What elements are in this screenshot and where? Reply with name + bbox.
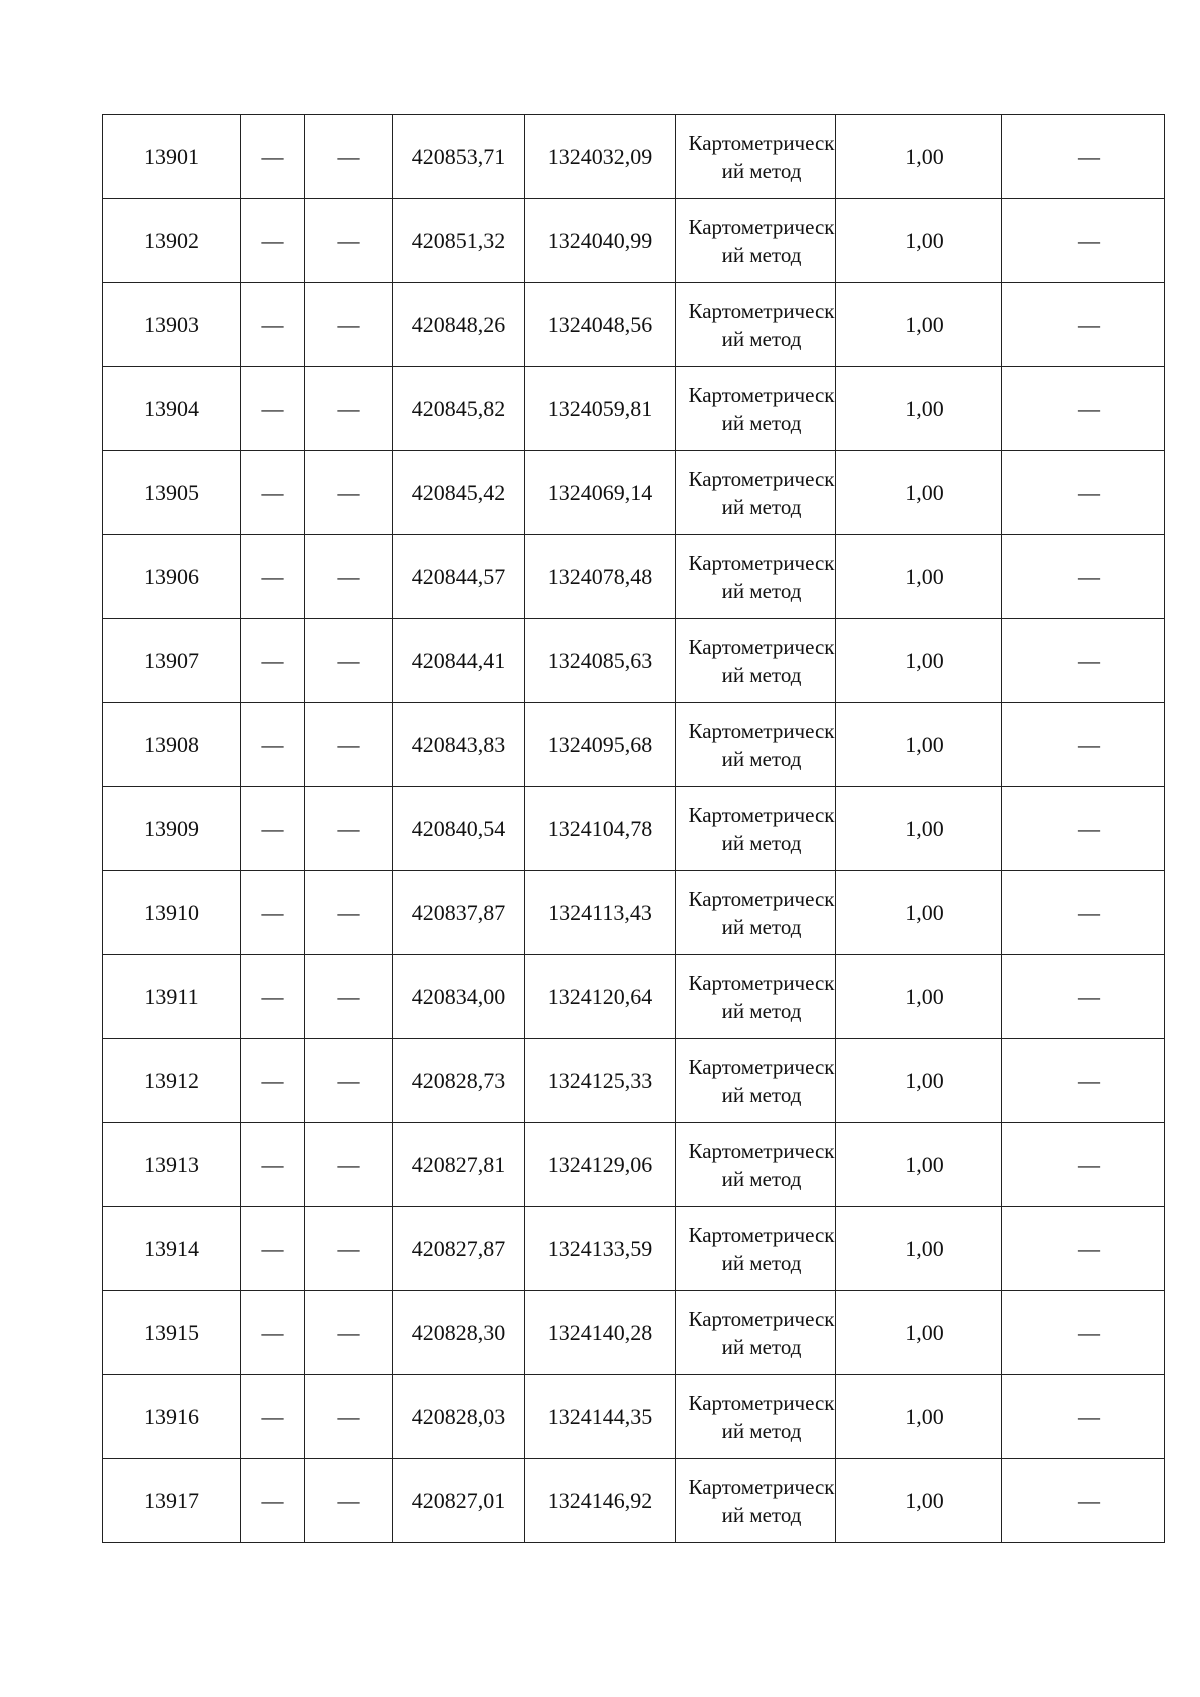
accuracy-cell: 1,00: [836, 115, 1002, 199]
point-number-cell: 13904: [103, 367, 241, 451]
method-cell: Картометрический метод: [676, 619, 836, 703]
method-cell: Картометрический метод: [676, 871, 836, 955]
point-number-cell: 13917: [103, 1459, 241, 1543]
method-cell: Картометрический метод: [676, 115, 836, 199]
coordinate-x-cell: 420837,87: [393, 871, 525, 955]
accuracy-cell: 1,00: [836, 1291, 1002, 1375]
dash-cell: —: [241, 115, 305, 199]
dash-cell: —: [241, 1123, 305, 1207]
coordinate-y-cell: 1324125,33: [525, 1039, 676, 1123]
dash-cell: —: [305, 871, 393, 955]
note-cell: —: [1002, 1291, 1165, 1375]
coordinate-x-cell: 420844,57: [393, 535, 525, 619]
accuracy-cell: 1,00: [836, 1123, 1002, 1207]
dash-cell: —: [241, 619, 305, 703]
accuracy-cell: 1,00: [836, 703, 1002, 787]
dash-cell: —: [241, 283, 305, 367]
point-number-cell: 13914: [103, 1207, 241, 1291]
dash-cell: —: [305, 283, 393, 367]
dash-cell: —: [241, 871, 305, 955]
coordinate-y-cell: 1324146,92: [525, 1459, 676, 1543]
accuracy-cell: 1,00: [836, 367, 1002, 451]
accuracy-cell: 1,00: [836, 535, 1002, 619]
coordinate-y-cell: 1324048,56: [525, 283, 676, 367]
dash-cell: —: [241, 367, 305, 451]
note-cell: —: [1002, 367, 1165, 451]
coordinate-y-cell: 1324120,64: [525, 955, 676, 1039]
dash-cell: —: [241, 703, 305, 787]
table-row: [103, 1459, 1165, 1543]
table-row: [103, 1039, 1165, 1123]
coordinate-x-cell: 420851,32: [393, 199, 525, 283]
coordinate-x-cell: 420828,73: [393, 1039, 525, 1123]
coordinate-x-cell: 420845,42: [393, 451, 525, 535]
coordinate-x-cell: 420828,30: [393, 1291, 525, 1375]
table-row: [103, 1291, 1165, 1375]
point-number-cell: 13908: [103, 703, 241, 787]
dash-cell: —: [305, 199, 393, 283]
coordinates-table: [102, 114, 1165, 1543]
dash-cell: —: [305, 1207, 393, 1291]
note-cell: —: [1002, 451, 1165, 535]
coordinate-x-cell: 420840,54: [393, 787, 525, 871]
point-number-cell: 13903: [103, 283, 241, 367]
coordinate-y-cell: 1324069,14: [525, 451, 676, 535]
point-number-cell: 13912: [103, 1039, 241, 1123]
note-cell: —: [1002, 1039, 1165, 1123]
accuracy-cell: 1,00: [836, 199, 1002, 283]
dash-cell: —: [305, 1039, 393, 1123]
note-cell: —: [1002, 1459, 1165, 1543]
note-cell: —: [1002, 1207, 1165, 1291]
dash-cell: —: [241, 1291, 305, 1375]
coordinate-y-cell: 1324059,81: [525, 367, 676, 451]
dash-cell: —: [241, 1375, 305, 1459]
coordinate-y-cell: 1324095,68: [525, 703, 676, 787]
method-cell: Картометрический метод: [676, 199, 836, 283]
coordinate-x-cell: 420827,81: [393, 1123, 525, 1207]
method-cell: Картометрический метод: [676, 451, 836, 535]
note-cell: —: [1002, 535, 1165, 619]
table-row: [103, 451, 1165, 535]
dash-cell: —: [305, 1123, 393, 1207]
note-cell: —: [1002, 199, 1165, 283]
coordinate-x-cell: 420834,00: [393, 955, 525, 1039]
coordinate-y-cell: 1324078,48: [525, 535, 676, 619]
dash-cell: —: [241, 451, 305, 535]
coordinate-x-cell: 420844,41: [393, 619, 525, 703]
coordinate-x-cell: 420845,82: [393, 367, 525, 451]
coordinate-x-cell: 420848,26: [393, 283, 525, 367]
table-row: [103, 367, 1165, 451]
coordinate-y-cell: 1324140,28: [525, 1291, 676, 1375]
accuracy-cell: 1,00: [836, 1375, 1002, 1459]
coordinate-y-cell: 1324032,09: [525, 115, 676, 199]
point-number-cell: 13910: [103, 871, 241, 955]
point-number-cell: 13907: [103, 619, 241, 703]
accuracy-cell: 1,00: [836, 283, 1002, 367]
table-row: [103, 871, 1165, 955]
coordinate-x-cell: 420828,03: [393, 1375, 525, 1459]
method-cell: Картометрический метод: [676, 1123, 836, 1207]
coordinate-x-cell: 420843,83: [393, 703, 525, 787]
coordinate-x-cell: 420827,01: [393, 1459, 525, 1543]
dash-cell: —: [305, 787, 393, 871]
accuracy-cell: 1,00: [836, 1459, 1002, 1543]
note-cell: —: [1002, 787, 1165, 871]
method-cell: Картометрический метод: [676, 367, 836, 451]
table-row: [103, 535, 1165, 619]
table-row: [103, 1207, 1165, 1291]
point-number-cell: 13915: [103, 1291, 241, 1375]
dash-cell: —: [241, 1039, 305, 1123]
table-row: [103, 703, 1165, 787]
note-cell: —: [1002, 283, 1165, 367]
coordinate-y-cell: 1324113,43: [525, 871, 676, 955]
method-cell: Картометрический метод: [676, 1459, 836, 1543]
point-number-cell: 13916: [103, 1375, 241, 1459]
point-number-cell: 13913: [103, 1123, 241, 1207]
table-row: [103, 1123, 1165, 1207]
note-cell: —: [1002, 871, 1165, 955]
method-cell: Картометрический метод: [676, 703, 836, 787]
dash-cell: —: [241, 787, 305, 871]
table-row: [103, 115, 1165, 199]
table-row: [103, 619, 1165, 703]
coordinate-y-cell: 1324040,99: [525, 199, 676, 283]
note-cell: —: [1002, 115, 1165, 199]
coordinate-x-cell: 420827,87: [393, 1207, 525, 1291]
dash-cell: —: [305, 451, 393, 535]
method-cell: Картометрический метод: [676, 535, 836, 619]
point-number-cell: 13905: [103, 451, 241, 535]
coordinate-y-cell: 1324129,06: [525, 1123, 676, 1207]
table-row: [103, 1375, 1165, 1459]
accuracy-cell: 1,00: [836, 955, 1002, 1039]
table-row: [103, 955, 1165, 1039]
note-cell: —: [1002, 703, 1165, 787]
accuracy-cell: 1,00: [836, 619, 1002, 703]
accuracy-cell: 1,00: [836, 871, 1002, 955]
point-number-cell: 13902: [103, 199, 241, 283]
dash-cell: —: [241, 535, 305, 619]
point-number-cell: 13906: [103, 535, 241, 619]
method-cell: Картометрический метод: [676, 1375, 836, 1459]
coordinate-y-cell: 1324133,59: [525, 1207, 676, 1291]
note-cell: —: [1002, 955, 1165, 1039]
coordinate-y-cell: 1324144,35: [525, 1375, 676, 1459]
dash-cell: —: [305, 1459, 393, 1543]
note-cell: —: [1002, 1375, 1165, 1459]
accuracy-cell: 1,00: [836, 787, 1002, 871]
dash-cell: —: [241, 1459, 305, 1543]
point-number-cell: 13911: [103, 955, 241, 1039]
coordinate-y-cell: 1324085,63: [525, 619, 676, 703]
table-row: [103, 283, 1165, 367]
dash-cell: —: [305, 367, 393, 451]
note-cell: —: [1002, 1123, 1165, 1207]
point-number-cell: 13901: [103, 115, 241, 199]
method-cell: Картометрический метод: [676, 1207, 836, 1291]
method-cell: Картометрический метод: [676, 787, 836, 871]
method-cell: Картометрический метод: [676, 1291, 836, 1375]
dash-cell: —: [305, 1291, 393, 1375]
coordinate-x-cell: 420853,71: [393, 115, 525, 199]
method-cell: Картометрический метод: [676, 283, 836, 367]
table-body: [103, 115, 1165, 1543]
point-number-cell: 13909: [103, 787, 241, 871]
dash-cell: —: [241, 199, 305, 283]
table-row: [103, 199, 1165, 283]
dash-cell: —: [305, 955, 393, 1039]
method-cell: Картометрический метод: [676, 1039, 836, 1123]
dash-cell: —: [241, 955, 305, 1039]
method-cell: Картометрический метод: [676, 955, 836, 1039]
accuracy-cell: 1,00: [836, 1039, 1002, 1123]
dash-cell: —: [305, 619, 393, 703]
dash-cell: —: [305, 1375, 393, 1459]
note-cell: —: [1002, 619, 1165, 703]
dash-cell: —: [305, 703, 393, 787]
dash-cell: —: [241, 1207, 305, 1291]
accuracy-cell: 1,00: [836, 451, 1002, 535]
table-row: [103, 787, 1165, 871]
coordinate-y-cell: 1324104,78: [525, 787, 676, 871]
dash-cell: —: [305, 115, 393, 199]
dash-cell: —: [305, 535, 393, 619]
accuracy-cell: 1,00: [836, 1207, 1002, 1291]
